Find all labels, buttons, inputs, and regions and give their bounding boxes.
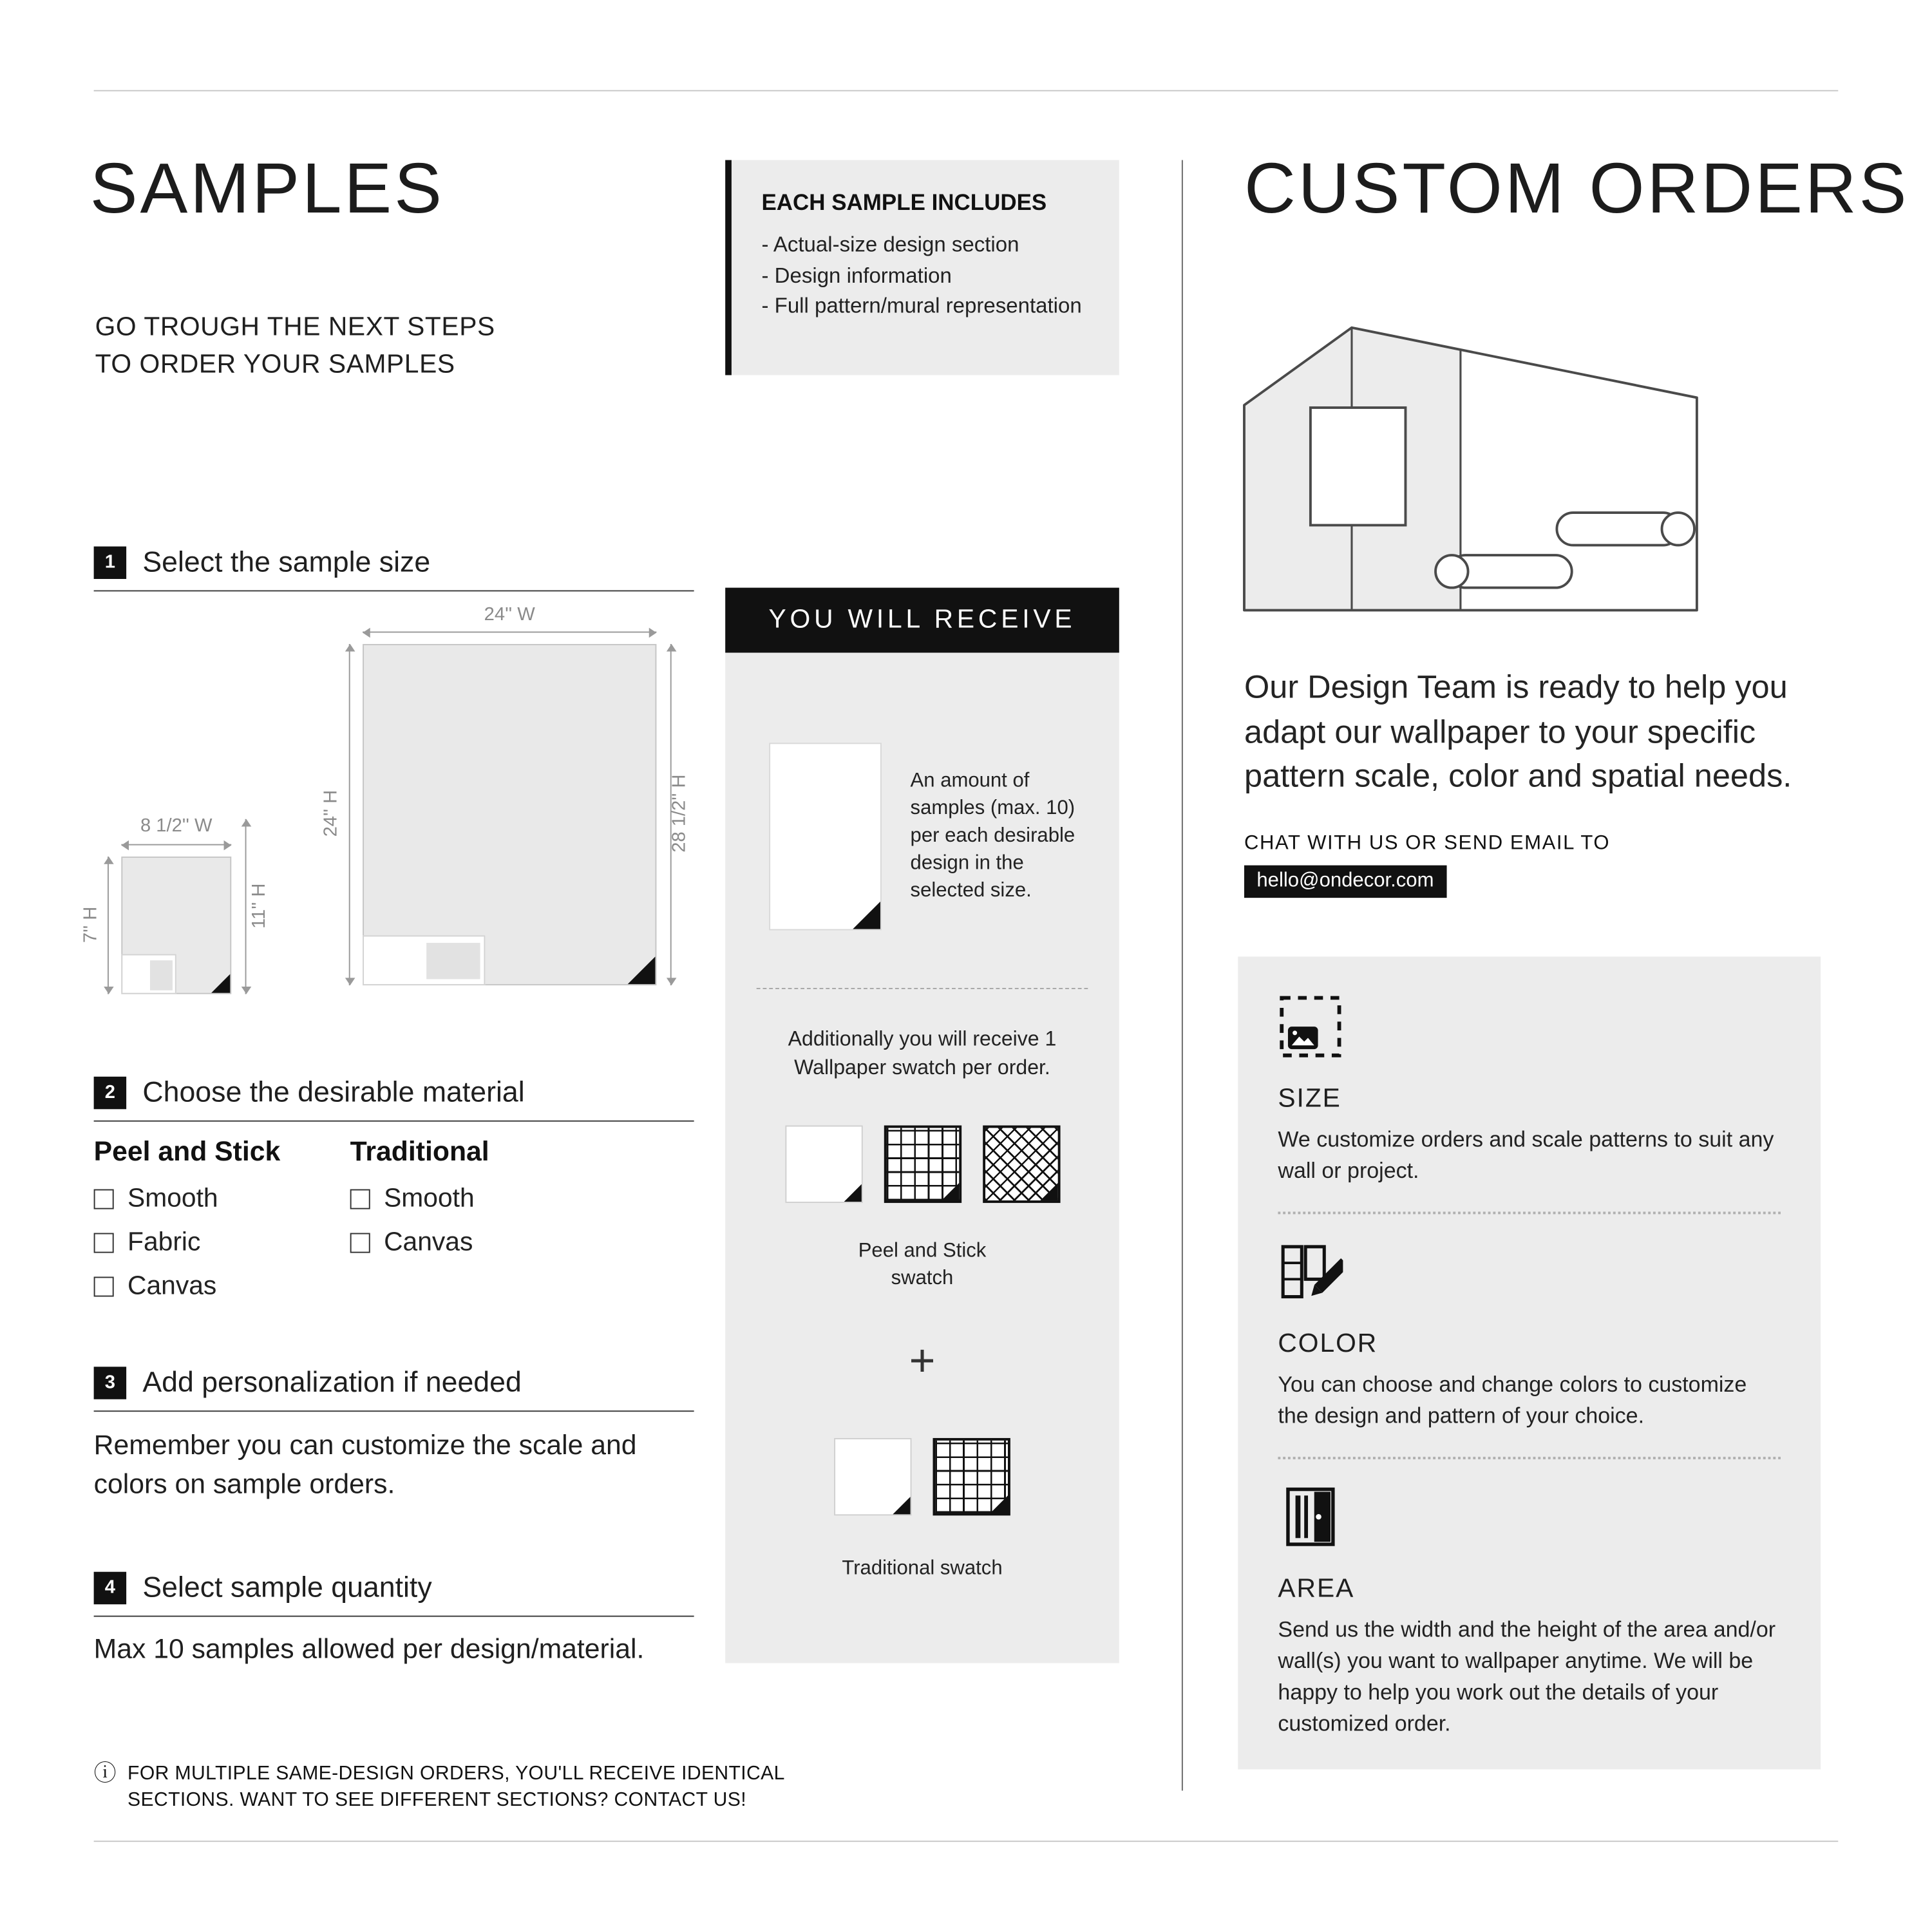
- checkbox-icon[interactable]: [350, 1233, 370, 1253]
- fold-corner-icon: [628, 956, 656, 984]
- small-width-label: 8 1/2'' W: [140, 815, 213, 837]
- checkbox-icon[interactable]: [94, 1276, 114, 1296]
- option-label: Smooth: [384, 1184, 475, 1213]
- chat-with-us-label: CHAT WITH US OR SEND EMAIL TO: [1244, 833, 1611, 855]
- checkbox-icon[interactable]: [350, 1189, 370, 1209]
- small-height-right-label: 11'' H: [248, 883, 270, 929]
- step-1-header: [94, 545, 694, 592]
- custom-orders-title: CUSTOM ORDERS: [1244, 149, 1909, 229]
- additional-swatch-text: Additionally you will receive 1 Wallpaper swatch per order.: [788, 1028, 1057, 1079]
- color-swatches-pencil-icon: [1278, 1239, 1343, 1304]
- sample-size-diagram: [80, 598, 694, 1016]
- top-rule: [94, 90, 1839, 91]
- dimension-line-7h: [108, 857, 109, 994]
- small-height-left-label: 7'' H: [80, 906, 102, 943]
- step-2-label: Choose the desirable material: [142, 1075, 525, 1108]
- dimension-line-8w: [121, 844, 231, 846]
- includes-item: - Design information: [761, 263, 952, 287]
- large-sample-inset: [363, 935, 485, 985]
- vertical-divider: [1182, 160, 1183, 1791]
- material-column-traditional: [350, 1135, 600, 1272]
- checkbox-icon[interactable]: [94, 1189, 114, 1209]
- fold-corner-icon: [853, 902, 880, 929]
- samples-title: SAMPLES: [90, 149, 444, 229]
- step-4-text: Max 10 samples allowed per design/material.: [93, 1633, 645, 1665]
- feature-area-text: Send us the width and the height of the area and/or wall(s) you want to wallpaper anytime. We will be happy to help you work out the details of your customized order.: [1278, 1616, 1776, 1736]
- traditional-swatch-label: Traditional swatch: [842, 1558, 1003, 1580]
- small-sample-inset: [121, 954, 176, 994]
- info-icon: ⓘ: [93, 1760, 117, 1786]
- fold-corner-icon: [844, 1184, 861, 1202]
- you-will-receive-header: YOU WILL RECEIVE: [725, 588, 1119, 653]
- step-4-header: [94, 1571, 694, 1617]
- step-3-text: Remember you can customize the scale and colors on sample orders.: [93, 1429, 637, 1500]
- samples-amount-text: An amount of samples (max. 10) per each desirable design in the selected size.: [910, 770, 1075, 902]
- feature-color-text: You can choose and change colors to customize the design and pattern of your choice.: [1278, 1372, 1747, 1428]
- material-option-trad-smooth[interactable]: [350, 1184, 600, 1215]
- email-link[interactable]: hello@ondecor.com: [1244, 866, 1446, 898]
- each-sample-includes-box: [725, 160, 1119, 375]
- feature-area-title: AREA: [1278, 1574, 1355, 1604]
- sample-page-icon: [769, 743, 882, 930]
- dashed-divider: [757, 988, 1088, 989]
- wallpaper-room-illustration: [1242, 323, 1700, 620]
- large-sample-inset-chip: [426, 943, 480, 979]
- option-label: Canvas: [128, 1271, 217, 1301]
- dimension-line-24h: [349, 644, 350, 985]
- step-3-header: [94, 1365, 694, 1412]
- step-4-label: Select sample quantity: [142, 1570, 432, 1604]
- you-will-receive-panel: [725, 653, 1119, 1663]
- step-3-label: Add personalization if needed: [142, 1365, 522, 1398]
- feature-color-title: COLOR: [1278, 1329, 1378, 1358]
- size-crop-icon: [1278, 994, 1343, 1059]
- large-height-right-label: 28 1/2'' H: [668, 774, 690, 853]
- blank-swatch-icon: [834, 1438, 911, 1515]
- footnote: [94, 1761, 785, 1814]
- feature-size-title: SIZE: [1278, 1084, 1341, 1113]
- blank-swatch-icon: [784, 1126, 862, 1203]
- step-2-number: 2: [94, 1076, 126, 1108]
- includes-item: - Full pattern/mural representation: [761, 294, 1082, 318]
- includes-title: EACH SAMPLE INCLUDES: [761, 190, 1047, 215]
- material-option-peel-canvas[interactable]: [94, 1272, 344, 1302]
- footnote-text: [128, 1761, 785, 1814]
- bottom-rule: [94, 1841, 1839, 1842]
- fold-corner-icon: [211, 974, 230, 993]
- small-sample-rect: [121, 857, 231, 994]
- fold-corner-icon: [893, 1497, 910, 1514]
- grid-swatch-icon: [884, 1126, 961, 1203]
- large-height-left-label: 24'' H: [320, 790, 342, 837]
- option-label: Fabric: [128, 1227, 201, 1257]
- dotted-divider: [1278, 1457, 1781, 1459]
- samples-subtitle: [95, 309, 495, 384]
- footnote-line-2: SECTIONS. WANT TO SEE DIFFERENT SECTIONS? CONTACT US!: [128, 1789, 747, 1811]
- feature-size-text: We customize orders and scale patterns to suit any wall or project.: [1278, 1126, 1774, 1183]
- plus-icon: +: [909, 1334, 936, 1386]
- custom-features-panel: [1238, 956, 1821, 1769]
- step-1-number: 1: [94, 546, 126, 578]
- peel-and-stick-title: Peel and Stick: [93, 1135, 281, 1167]
- material-option-trad-canvas[interactable]: [350, 1228, 600, 1258]
- design-team-intro: Our Design Team is ready to help you adapt our wallpaper to your specific pattern scale, color and spatial needs.: [1244, 667, 1792, 794]
- material-column-peel-and-stick: [94, 1135, 344, 1316]
- peel-swatch-label: Peel and Stick swatch: [858, 1240, 987, 1289]
- fold-corner-icon: [1040, 1183, 1057, 1200]
- dimension-line-24w: [363, 632, 656, 633]
- material-option-peel-fabric[interactable]: [94, 1228, 344, 1258]
- material-option-peel-smooth[interactable]: [94, 1184, 344, 1215]
- option-label: Canvas: [384, 1227, 473, 1257]
- large-width-label: 24'' W: [484, 603, 535, 625]
- grid-swatch-icon: [933, 1438, 1010, 1515]
- checkbox-icon[interactable]: [94, 1233, 114, 1253]
- dotted-divider: [1278, 1212, 1781, 1215]
- area-wall-icon: [1278, 1484, 1343, 1549]
- small-sample-inset-chip: [150, 960, 173, 990]
- step-2-header: [94, 1075, 694, 1122]
- large-sample-rect: [363, 644, 656, 985]
- crosshatch-swatch-icon: [982, 1126, 1059, 1203]
- fold-corner-icon: [941, 1183, 958, 1200]
- step-3-number: 3: [94, 1366, 126, 1398]
- step-4-number: 4: [94, 1571, 126, 1604]
- traditional-swatch-row: [725, 1438, 1119, 1515]
- includes-item: - Actual-size design section: [761, 232, 1019, 257]
- fold-corner-icon: [990, 1495, 1008, 1513]
- footnote-line-1: FOR MULTIPLE SAME-DESIGN ORDERS, YOU'LL RECEIVE IDENTICAL: [128, 1763, 785, 1785]
- dimension-line-11h: [245, 819, 247, 994]
- option-label: Smooth: [128, 1184, 218, 1213]
- peel-swatch-row: [725, 1126, 1119, 1203]
- traditional-title: Traditional: [350, 1135, 489, 1167]
- subtitle-line-1: GO TROUGH THE NEXT STEPS: [95, 312, 495, 342]
- subtitle-line-2: TO ORDER YOUR SAMPLES: [95, 350, 455, 379]
- step-1-label: Select the sample size: [142, 545, 431, 578]
